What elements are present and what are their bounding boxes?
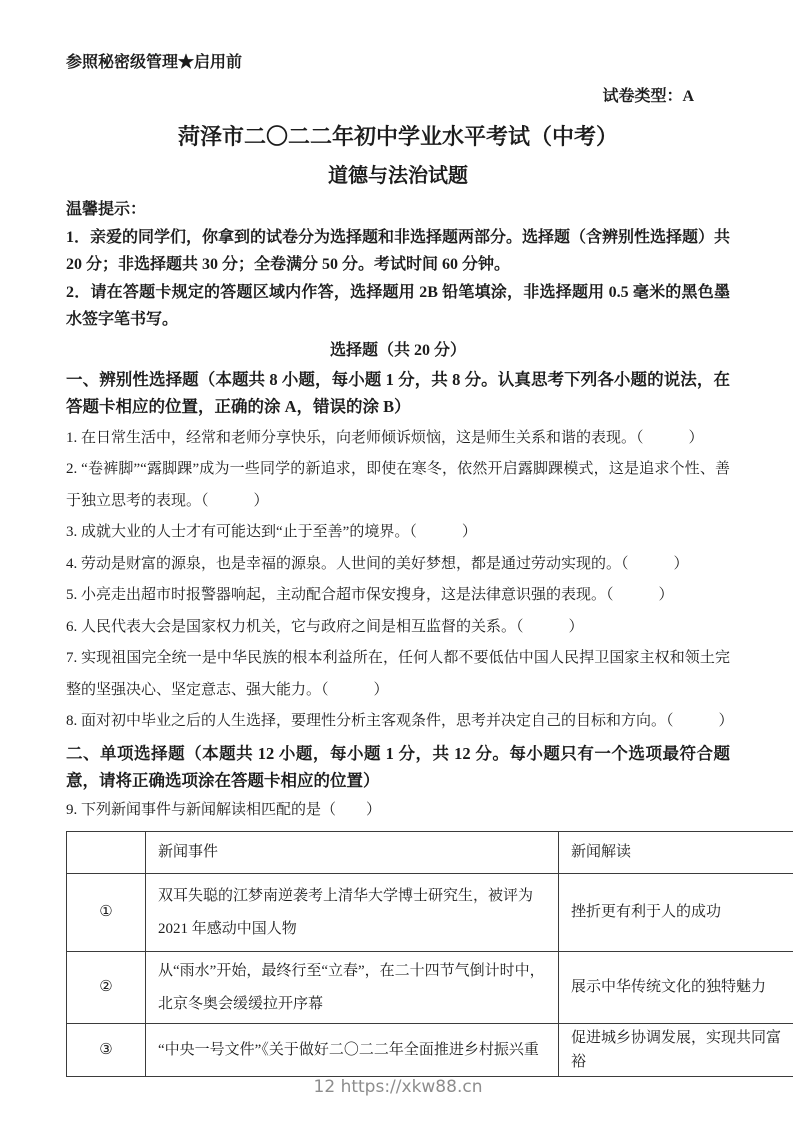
paper-type-label: 试卷类型：A [602, 88, 694, 105]
question-4: 4. 劳动是财富的源泉，也是幸福的源泉。人世间的美好梦想，都是通过劳动实现的。（ ） [66, 555, 689, 572]
news-reading-cell: 促进城乡协调发展，实现共同富裕 [559, 1024, 793, 1077]
question-7: 7. 实现祖国完全统一是中华民族的根本利益所在，任何人都不要低估中国人民捍卫国家主权和领土完整的坚强决心、坚定意志、强大能力。（ ） [66, 650, 730, 698]
question-2: 2. “卷裤脚”“露脚踝”成为一些同学的新追求，即使在寒冬，依然开启露脚踝模式，这是追求个性、善于独立思考的表现。（ ） [66, 461, 730, 509]
table-header-row [67, 832, 793, 874]
table-row [67, 952, 793, 1024]
page-subtitle: 道德与法治试题 [328, 165, 468, 187]
news-event-cell: 双耳失聪的江梦南逆袭考上清华大学博士研究生，被评为 2021 年感动中国人物 [146, 874, 559, 952]
table-row [67, 1024, 793, 1077]
table-header-event: 新闻事件 [146, 832, 559, 874]
news-match-table [66, 831, 793, 1077]
news-event-cell: “中央一号文件”《关于做好二〇二二年全面推进乡村振兴重 [146, 1024, 559, 1077]
table-header-read: 新闻解读 [559, 832, 793, 874]
question-5: 5. 小亮走出超市时报警器响起，主动配合超市保安搜身，这是法律意识强的表现。（ ） [66, 587, 674, 603]
page-title: 菏泽市二〇二二年初中学业水平考试（中考） [177, 124, 618, 149]
row-number: ③ [67, 1024, 146, 1077]
news-event-cell: 从“雨水”开始，最终行至“立春”，在二十四节气倒计时中，北京冬奥会缓缓拉开序幕 [146, 952, 559, 1024]
notice-item-1: 1．亲爱的同学们，你拿到的试卷分为选择题和非选择题两部分。选择题（含辨别性选择题）共 20 分；非选择题共 30 分；全卷满分 50 分。考试时间 60 分钟。 [66, 228, 731, 273]
row-number: ② [67, 952, 146, 1024]
part2-heading: 二、单项选择题（本题共 12 小题，每小题 1 分，共 12 分。每小题只有一个选项最符合题意，请将正确选项涂在答题卡相应的位置） [66, 743, 730, 790]
news-reading-cell: 展示中华传统文化的独特魅力 [559, 952, 793, 1024]
question-6: 6. 人民代表大会是国家权力机关，它与政府之间是相互监督的关系。（ ） [66, 618, 584, 635]
question-9: 9. 下列新闻事件与新闻解读相匹配的是（ ） [66, 801, 382, 818]
question-8: 8. 面对初中毕业之后的人生选择，要理性分析主客观条件，思考并决定自己的目标和方向。（ ） [66, 713, 734, 729]
table-header-num [67, 832, 146, 874]
choice-section-heading: 选择题（共 20 分） [329, 341, 466, 359]
security-classification-label: 参照秘密级管理★启用前 [66, 54, 243, 71]
question-1: 1. 在日常生活中，经常和老师分享快乐，向老师倾诉烦恼，这是师生关系和谐的表现。（ ） [66, 429, 704, 446]
notice-item-2: 2．请在答题卡规定的答题区域内作答，选择题用 2B 铅笔填涂，非选择题用 0.5 毫米的黑色墨水签字笔书写。 [66, 283, 730, 328]
notice-heading: 温馨提示： [66, 201, 147, 218]
question-3: 3. 成就大业的人士才有可能达到“止于至善”的境界。（ ） [66, 524, 477, 540]
part1-heading: 一、辨别性选择题（本题共 8 小题，每小题 1 分，共 8 分。认真思考下列各小题的说法，在答题卡相应的位置，正确的涂 A，错误的涂 B） [66, 369, 730, 416]
part1-questions [66, 423, 734, 738]
news-reading-cell: 挫折更有利于人的成功 [559, 874, 793, 952]
row-number: ① [67, 874, 146, 952]
page-footer-url: 12 https://xkw88.cn [313, 1077, 483, 1097]
table-row [67, 874, 793, 952]
notice-block [66, 196, 730, 334]
